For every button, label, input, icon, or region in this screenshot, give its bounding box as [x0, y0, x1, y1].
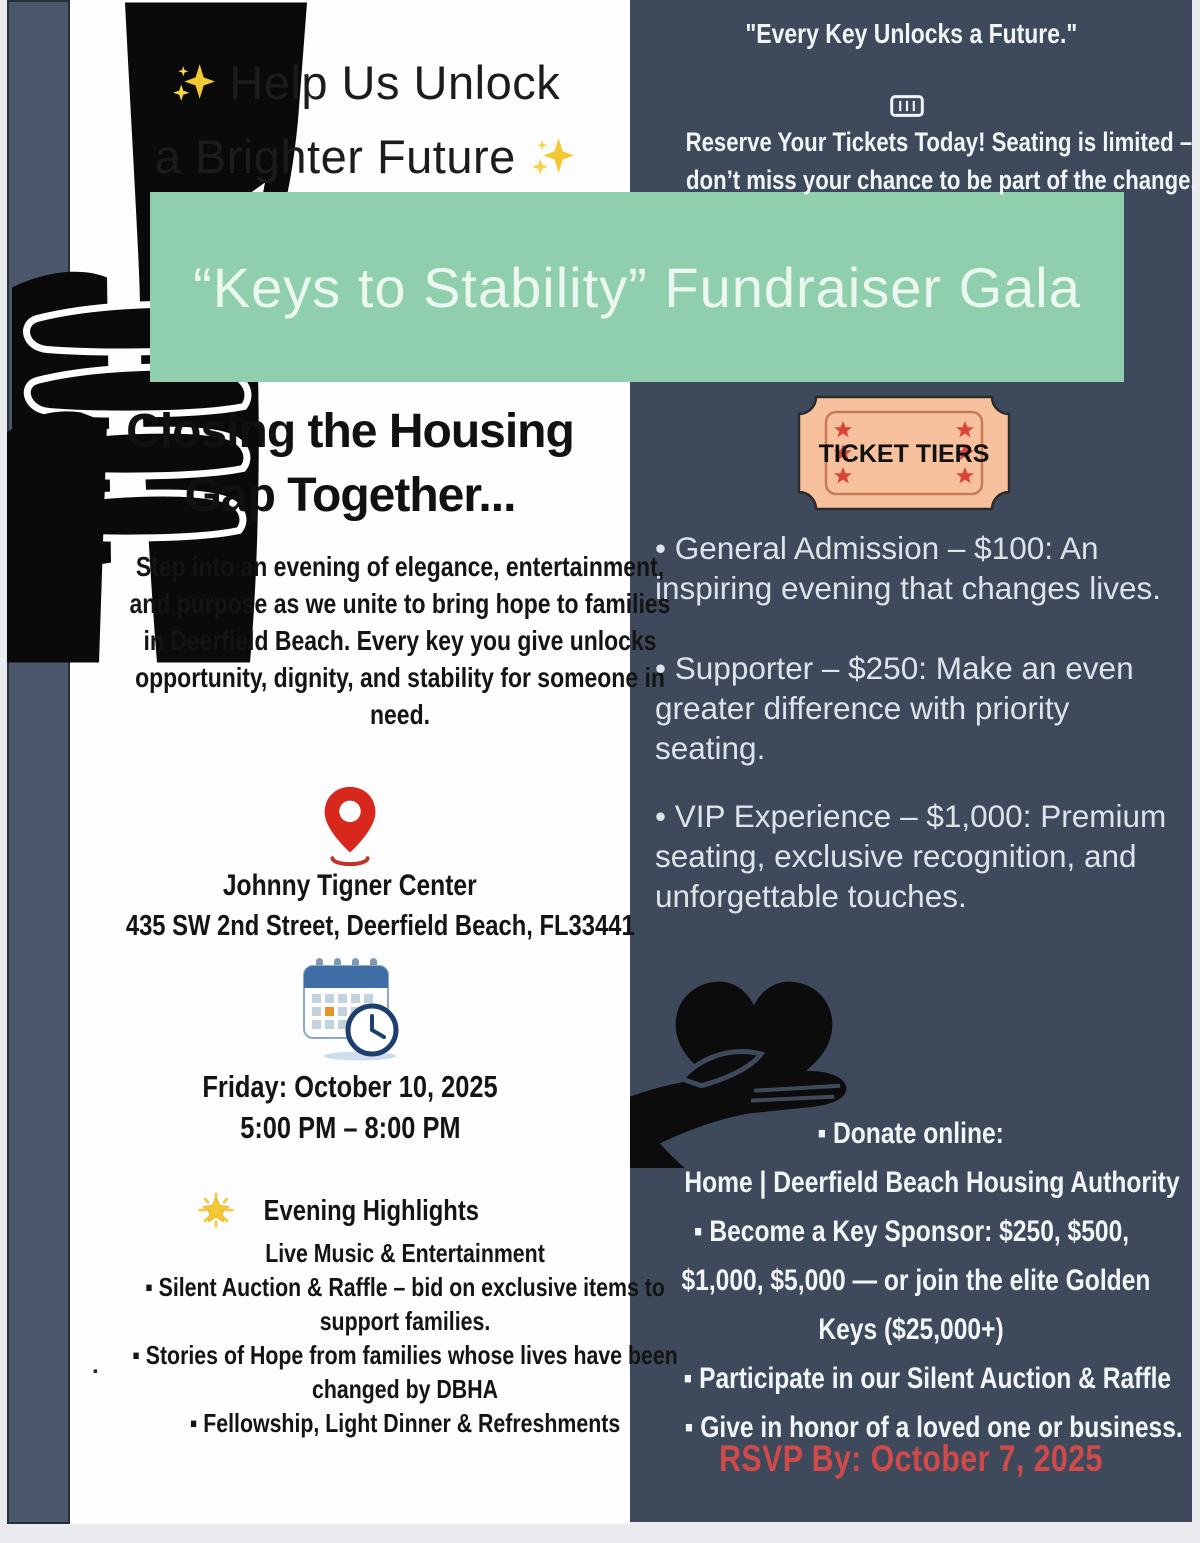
donate-line: ▪ Donate online: [817, 1117, 1005, 1150]
sparkles-icon [529, 132, 575, 198]
glowing-star-icon [198, 1192, 234, 1233]
title-text-2: a Brighter Future [154, 130, 516, 183]
venue-name-line: Johnny Tigner Center [223, 869, 477, 902]
heading-line-2: Gap Together... [184, 469, 516, 522]
page-title [100, 50, 630, 198]
heading-line-1: Closing the Housing [126, 405, 574, 458]
donate-line: $1,000, $5,000 — or join the elite Golden [681, 1264, 1151, 1297]
location-pin-icon [318, 784, 382, 868]
right-panel-content [630, 0, 1197, 1522]
highlights-title: Evening Highlights [263, 1195, 479, 1227]
donate-line: ▪ Give in honor of a loved one or business. [684, 1411, 1183, 1444]
title-text-1: Help Us Unlock [229, 56, 561, 109]
donate-link-text: Home | Deerfield Beach Housing Authority [684, 1166, 1180, 1199]
stray-dot: . [92, 1352, 99, 1379]
sparkles-icon [170, 58, 216, 124]
highlight-item: ▪ Silent Auction & Raffle – bid on exclusive items to support families. [145, 1272, 665, 1336]
ticket-tiers-list [655, 528, 1175, 916]
donate-line: ▪ Become a Key Sponsor: $250, $500, [693, 1215, 1129, 1248]
highlights-list [55, 1236, 678, 1440]
title-line-2 [100, 124, 630, 198]
calendar-clock-icon [294, 950, 406, 1062]
ticket-tiers-label: TICKET TIERS [818, 440, 990, 468]
reserve-line-2: don’t miss your chance to be part of the change. [686, 165, 1197, 195]
quote-line: "Every Key Unlocks a Future." [745, 18, 1077, 49]
tier-vip: • VIP Experience – $1,000: Premium seating, exclusive recognition, and unforgettable touches. [655, 798, 1167, 914]
rsvp-line: RSVP By: October 7, 2025 [719, 1438, 1103, 1479]
donate-line: ▪ Participate in our Silent Auction & Raffle [683, 1362, 1172, 1395]
reserve-line-1: Reserve Your Tickets Today! Seating is limited – [630, 94, 1192, 161]
reserve-block [630, 94, 1197, 199]
donate-line: Keys ($25,000+) [818, 1313, 1004, 1346]
venue-block [70, 866, 635, 946]
venue-address-line: 435 SW 2nd Street, Deerfield Beach, FL33441 [125, 910, 635, 942]
tier-general-admission: • General Admission – $100: An inspiring evening that changes lives. [655, 530, 1162, 606]
intro-paragraph: Step into an evening of elegance, entertainment, and purpose as we unite to bring hope to families in Deerfield Beach. Every key you give unlocks opportunity, dignity, and stability for someone in need. [129, 551, 671, 730]
title-line-1 [100, 50, 630, 124]
donate-block [630, 1112, 1192, 1455]
highlight-item: ▪ Fellowship, Light Dinner & Refreshments [189, 1408, 621, 1438]
event-time-line: 5:00 PM – 8:00 PM [239, 1110, 461, 1145]
datetime-block [70, 1066, 630, 1148]
ticket-tiers-badge [796, 392, 1012, 514]
event-date-line: Friday: October 10, 2025 [202, 1069, 498, 1104]
tier-supporter: • Supporter – $250: Make an even greater difference with priority seating. [655, 650, 1134, 766]
highlight-item: ▪ Stories of Hope from families whose lives have been changed by DBHA [132, 1340, 678, 1404]
ticket-icon [890, 94, 924, 123]
highlight-item: Live Music & Entertainment [265, 1238, 545, 1268]
section-heading [70, 400, 630, 528]
event-banner-title: “Keys to Stability” Fundraiser Gala [193, 255, 1081, 319]
highlights-title-row [70, 1192, 630, 1233]
